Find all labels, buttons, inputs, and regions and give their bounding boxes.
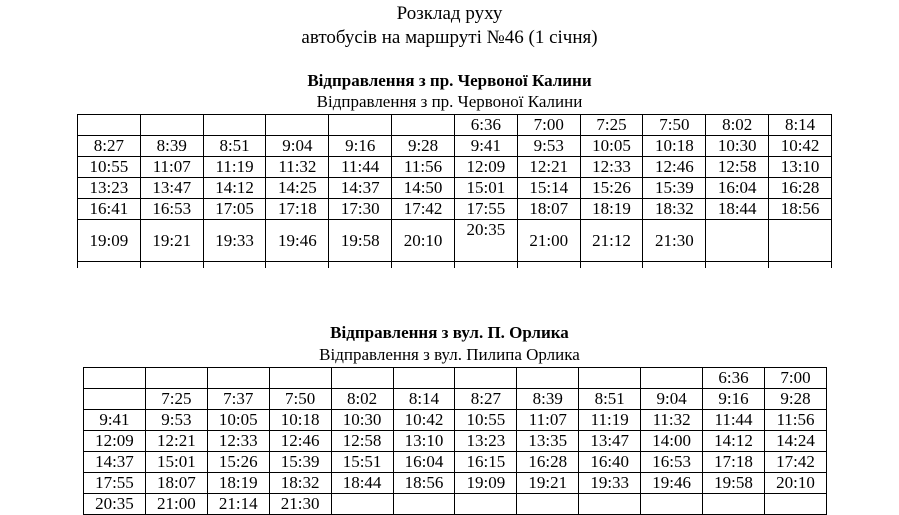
time-cell: 14:24 [764, 431, 826, 452]
time-cell: 9:28 [764, 389, 826, 410]
time-cell: 12:58 [331, 431, 393, 452]
time-cell: 18:44 [331, 473, 393, 494]
time-cell: 10:30 [706, 136, 769, 157]
time-cell: 15:39 [269, 452, 331, 473]
time-cell: 17:42 [764, 452, 826, 473]
time-cell: 11:07 [140, 157, 203, 178]
time-cell: 16:15 [455, 452, 517, 473]
time-cell: 11:44 [329, 157, 392, 178]
page-title: Розклад руху [396, 3, 503, 24]
empty-cell [140, 262, 203, 269]
time-cell [203, 115, 266, 136]
time-cell: 11:56 [764, 410, 826, 431]
time-cell: 19:09 [455, 473, 517, 494]
time-cell: 9:16 [703, 389, 765, 410]
table-row [78, 199, 832, 220]
time-cell: 13:47 [140, 178, 203, 199]
time-cell: 16:04 [706, 178, 769, 199]
empty-cell [203, 262, 266, 269]
time-cell: 8:51 [579, 389, 641, 410]
table-row-continuation [78, 262, 832, 269]
section2-title: Відправлення з вул. П. Орлика [330, 323, 569, 342]
time-cell [579, 368, 641, 389]
empty-cell [454, 262, 517, 269]
time-cell: 18:07 [145, 473, 207, 494]
time-cell [84, 368, 146, 389]
time-cell: 7:00 [764, 368, 826, 389]
time-cell: 15:26 [580, 178, 643, 199]
schedule-table-1 [77, 114, 832, 268]
time-cell: 11:32 [266, 157, 329, 178]
time-cell [269, 368, 331, 389]
time-cell: 15:01 [145, 452, 207, 473]
time-cell: 16:53 [641, 452, 703, 473]
time-cell: 19:21 [140, 220, 203, 262]
section2-subtitle: Відправлення з вул. Пилипа Орлика [319, 345, 580, 364]
time-cell: 18:44 [706, 199, 769, 220]
time-cell: 11:07 [517, 410, 579, 431]
time-cell: 17:05 [203, 199, 266, 220]
empty-cell [517, 262, 580, 269]
time-cell: 18:56 [393, 473, 455, 494]
time-cell: 17:18 [266, 199, 329, 220]
time-cell: 7:37 [207, 389, 269, 410]
time-cell: 8:14 [769, 115, 832, 136]
time-cell: 21:14 [207, 494, 269, 515]
time-cell: 10:18 [269, 410, 331, 431]
time-cell: 9:41 [454, 136, 517, 157]
time-cell: 10:42 [769, 136, 832, 157]
time-cell: 9:41 [84, 410, 146, 431]
time-cell: 19:33 [203, 220, 266, 262]
time-cell: 12:21 [517, 157, 580, 178]
time-cell [331, 494, 393, 515]
time-cell: 9:04 [266, 136, 329, 157]
time-cell: 16:04 [393, 452, 455, 473]
table-row [78, 115, 832, 136]
table-row [84, 494, 827, 515]
time-cell [579, 494, 641, 515]
table-row [78, 178, 832, 199]
time-cell: 10:55 [78, 157, 141, 178]
time-cell: 14:37 [84, 452, 146, 473]
time-cell: 19:58 [703, 473, 765, 494]
time-cell: 20:35 [84, 494, 146, 515]
time-cell [764, 494, 826, 515]
time-cell: 16:40 [579, 452, 641, 473]
time-cell: 9:53 [145, 410, 207, 431]
time-cell: 7:50 [269, 389, 331, 410]
table-row [84, 389, 827, 410]
time-cell: 12:09 [454, 157, 517, 178]
time-cell [329, 115, 392, 136]
time-cell: 13:23 [78, 178, 141, 199]
table-row [84, 431, 827, 452]
time-cell: 8:51 [203, 136, 266, 157]
time-cell: 13:23 [455, 431, 517, 452]
time-cell: 13:10 [393, 431, 455, 452]
time-cell: 9:04 [641, 389, 703, 410]
time-cell [769, 220, 832, 262]
table-row [78, 157, 832, 178]
time-cell: 11:32 [641, 410, 703, 431]
time-cell: 15:01 [454, 178, 517, 199]
time-cell: 9:28 [392, 136, 455, 157]
time-cell: 18:19 [207, 473, 269, 494]
time-cell [266, 115, 329, 136]
time-cell [706, 220, 769, 262]
time-cell [517, 368, 579, 389]
empty-cell [392, 262, 455, 269]
time-cell [145, 368, 207, 389]
schedule-table-2 [83, 367, 827, 515]
time-cell: 7:25 [145, 389, 207, 410]
time-cell: 8:14 [393, 389, 455, 410]
time-cell: 11:19 [203, 157, 266, 178]
time-cell: 16:28 [517, 452, 579, 473]
time-cell: 12:21 [145, 431, 207, 452]
time-cell: 19:09 [78, 220, 141, 262]
time-cell: 15:39 [643, 178, 706, 199]
time-cell: 11:44 [703, 410, 765, 431]
time-cell: 17:42 [392, 199, 455, 220]
section1-title: Відправлення з пр. Червоної Калини [307, 71, 592, 90]
time-cell: 13:47 [579, 431, 641, 452]
time-cell: 17:55 [84, 473, 146, 494]
time-cell: 12:46 [269, 431, 331, 452]
time-cell: 8:39 [140, 136, 203, 157]
time-cell: 10:55 [455, 410, 517, 431]
time-cell: 13:10 [769, 157, 832, 178]
time-cell: 8:02 [331, 389, 393, 410]
time-cell: 19:21 [517, 473, 579, 494]
time-cell: 18:56 [769, 199, 832, 220]
page-subtitle: автобусів на маршруті №46 (1 січня) [301, 27, 598, 48]
time-cell: 19:46 [266, 220, 329, 262]
time-cell [331, 368, 393, 389]
empty-cell [78, 262, 141, 269]
time-cell: 15:51 [331, 452, 393, 473]
time-cell: 19:58 [329, 220, 392, 262]
time-cell [392, 115, 455, 136]
empty-cell [706, 262, 769, 269]
time-cell: 21:00 [145, 494, 207, 515]
time-cell [393, 494, 455, 515]
time-cell: 12:33 [580, 157, 643, 178]
time-cell: 8:27 [78, 136, 141, 157]
time-cell: 12:46 [643, 157, 706, 178]
time-cell: 15:14 [517, 178, 580, 199]
time-cell [455, 494, 517, 515]
time-cell: 17:18 [703, 452, 765, 473]
time-cell: 16:28 [769, 178, 832, 199]
time-cell: 8:02 [706, 115, 769, 136]
time-cell: 21:00 [517, 220, 580, 262]
time-cell: 10:05 [207, 410, 269, 431]
time-cell: 12:33 [207, 431, 269, 452]
time-cell: 21:30 [269, 494, 331, 515]
empty-cell [769, 262, 832, 269]
table-row [78, 136, 832, 157]
time-cell: 14:50 [392, 178, 455, 199]
time-cell: 21:30 [643, 220, 706, 262]
time-cell: 17:30 [329, 199, 392, 220]
time-cell: 13:35 [517, 431, 579, 452]
time-cell: 8:39 [517, 389, 579, 410]
empty-cell [580, 262, 643, 269]
time-cell: 10:05 [580, 136, 643, 157]
time-cell: 9:16 [329, 136, 392, 157]
time-cell: 14:00 [641, 431, 703, 452]
time-cell: 6:36 [454, 115, 517, 136]
time-cell: 19:46 [641, 473, 703, 494]
time-cell: 14:25 [266, 178, 329, 199]
time-cell: 12:58 [706, 157, 769, 178]
table-row [84, 410, 827, 431]
time-cell: 7:25 [580, 115, 643, 136]
time-cell [641, 494, 703, 515]
time-cell: 8:27 [455, 389, 517, 410]
time-cell: 10:18 [643, 136, 706, 157]
time-cell: 16:41 [78, 199, 141, 220]
section1-subtitle: Відправлення з пр. Червоної Калини [316, 92, 583, 111]
time-cell [84, 389, 146, 410]
time-cell: 12:09 [84, 431, 146, 452]
time-cell: 20:35 [454, 220, 517, 262]
empty-cell [266, 262, 329, 269]
time-cell: 10:30 [331, 410, 393, 431]
time-cell: 16:53 [140, 199, 203, 220]
time-cell: 15:26 [207, 452, 269, 473]
time-cell [78, 115, 141, 136]
time-cell [703, 494, 765, 515]
time-cell [393, 368, 455, 389]
time-cell: 11:19 [579, 410, 641, 431]
time-cell: 18:07 [517, 199, 580, 220]
time-cell: 18:32 [269, 473, 331, 494]
time-cell: 10:42 [393, 410, 455, 431]
empty-cell [329, 262, 392, 269]
time-cell: 19:33 [579, 473, 641, 494]
time-cell: 20:10 [392, 220, 455, 262]
time-cell: 7:50 [643, 115, 706, 136]
time-cell: 11:56 [392, 157, 455, 178]
time-cell: 18:19 [580, 199, 643, 220]
time-cell [140, 115, 203, 136]
time-cell: 20:10 [764, 473, 826, 494]
time-cell: 14:12 [203, 178, 266, 199]
time-cell: 14:37 [329, 178, 392, 199]
time-cell: 7:00 [517, 115, 580, 136]
time-cell: 18:32 [643, 199, 706, 220]
table-row [84, 473, 827, 494]
time-cell [641, 368, 703, 389]
time-cell: 6:36 [703, 368, 765, 389]
time-cell [455, 368, 517, 389]
time-cell: 9:53 [517, 136, 580, 157]
table-row [84, 452, 827, 473]
time-cell: 17:55 [454, 199, 517, 220]
time-cell [517, 494, 579, 515]
empty-cell [643, 262, 706, 269]
time-cell: 14:12 [703, 431, 765, 452]
time-cell [207, 368, 269, 389]
time-cell: 21:12 [580, 220, 643, 262]
table-row [78, 220, 832, 262]
table-row [84, 368, 827, 389]
